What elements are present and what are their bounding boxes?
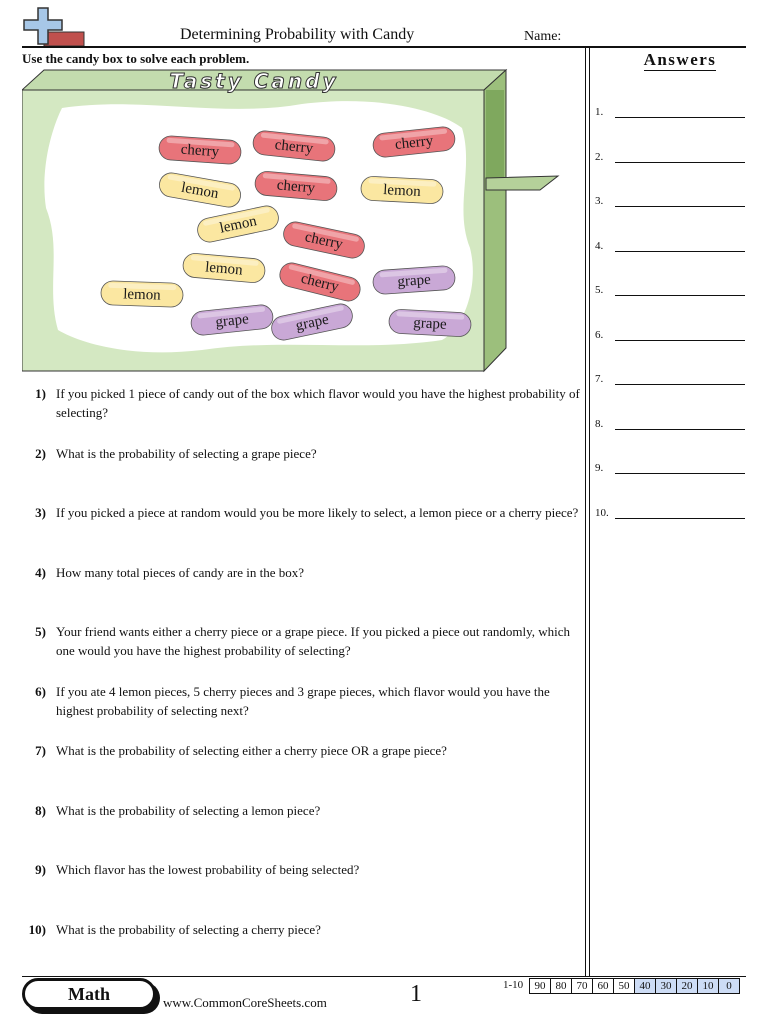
answer-number: 4. bbox=[595, 239, 604, 252]
answer-line-9[interactable] bbox=[595, 454, 745, 474]
question-7 bbox=[20, 741, 582, 760]
candy-label: cherry bbox=[394, 133, 434, 153]
question-number: 5) bbox=[35, 624, 46, 639]
website-link[interactable]: www.CommonCoreSheets.com bbox=[163, 995, 327, 1010]
score-boxes bbox=[530, 978, 740, 994]
candy-label: cherry bbox=[303, 229, 345, 253]
score-cell: 60 bbox=[592, 978, 614, 994]
answer-line-2[interactable] bbox=[595, 143, 745, 163]
answer-blank[interactable] bbox=[615, 117, 745, 118]
answer-blank[interactable] bbox=[615, 340, 745, 341]
column-divider bbox=[585, 48, 586, 976]
candy-label: lemon bbox=[382, 182, 422, 200]
candy-piece-grape bbox=[388, 309, 471, 337]
candy-box-title: Tasty Candy bbox=[169, 69, 339, 93]
question-text: What is the probability of selecting a lemon piece? bbox=[56, 802, 321, 818]
answer-line-4[interactable] bbox=[595, 232, 745, 252]
candy-label: grape bbox=[214, 311, 250, 331]
score-cell: 50 bbox=[613, 978, 635, 994]
candy-box-illustration bbox=[22, 68, 562, 373]
question-text: What is the probability of selecting either a cherry piece OR a grape piece? bbox=[56, 743, 447, 758]
question-number: 6) bbox=[35, 683, 46, 699]
answer-blank[interactable] bbox=[615, 206, 745, 207]
score-cell: 80 bbox=[550, 978, 572, 994]
score-cell: 0 bbox=[718, 978, 740, 994]
score-cell: 40 bbox=[634, 978, 656, 994]
candy-label: grape bbox=[294, 311, 331, 335]
question-number: 10) bbox=[28, 921, 46, 937]
page-number: 1 bbox=[410, 981, 422, 1007]
header-divider bbox=[22, 46, 746, 48]
answer-line-5[interactable] bbox=[595, 276, 745, 296]
answer-line-6[interactable] bbox=[595, 321, 745, 341]
candy-label: lemon bbox=[218, 213, 259, 237]
name-label: Name: bbox=[524, 29, 562, 44]
answer-number: 9. bbox=[595, 462, 604, 474]
answer-line-1[interactable] bbox=[595, 98, 745, 118]
score-cell: 10 bbox=[697, 978, 719, 994]
score-range-label: 1-10 bbox=[503, 979, 524, 991]
question-3 bbox=[20, 503, 582, 522]
answer-number: 6. bbox=[595, 328, 604, 341]
question-number: 2) bbox=[35, 445, 46, 461]
candy-label: cherry bbox=[299, 270, 341, 296]
question-9 bbox=[20, 860, 582, 879]
question-text: What is the probability of selecting a grape piece? bbox=[56, 445, 317, 461]
column-divider-inner bbox=[589, 48, 590, 976]
question-10 bbox=[20, 920, 582, 939]
question-text: What is the probability of selecting a cherry piece? bbox=[56, 921, 321, 937]
question-4 bbox=[20, 563, 582, 582]
answer-number: 5. bbox=[595, 284, 604, 296]
score-cell: 90 bbox=[529, 978, 551, 994]
candy-label: cherry bbox=[276, 177, 316, 197]
question-text: If you ate 4 lemon pieces, 5 cherry pieces and 3 grape pieces, which flavor would you have the highest probability of selecting next? bbox=[56, 683, 550, 718]
answer-number: 1. bbox=[595, 106, 604, 118]
answer-blank[interactable] bbox=[615, 251, 745, 252]
score-cell: 20 bbox=[676, 978, 698, 994]
answer-blank[interactable] bbox=[615, 429, 745, 430]
question-number: 7) bbox=[35, 743, 46, 758]
subject-badge: Math bbox=[22, 978, 156, 1010]
candy-label: grape bbox=[412, 315, 447, 333]
question-2 bbox=[20, 444, 582, 463]
question-number: 9) bbox=[35, 862, 46, 877]
candy-piece-lemon bbox=[101, 281, 184, 308]
question-text: Which flavor has the lowest probability of being selected? bbox=[56, 862, 360, 877]
question-8 bbox=[20, 801, 582, 820]
footer-divider bbox=[22, 976, 746, 977]
answer-blank[interactable] bbox=[615, 518, 745, 519]
candy-label: lemon bbox=[122, 286, 161, 304]
question-5 bbox=[20, 622, 582, 660]
candy-label: grape bbox=[396, 271, 432, 291]
question-text: How many total pieces of candy are in the box? bbox=[56, 564, 304, 580]
answer-blank[interactable] bbox=[615, 473, 745, 474]
score-cell: 70 bbox=[571, 978, 593, 994]
question-6 bbox=[20, 682, 582, 720]
candy-label: cherry bbox=[180, 141, 220, 161]
answer-number: 3. bbox=[595, 195, 604, 207]
question-number: 3) bbox=[35, 505, 46, 520]
plus-minus-logo-icon bbox=[22, 6, 86, 48]
answer-number: 2. bbox=[595, 150, 604, 163]
candy-piece-grape bbox=[372, 265, 455, 295]
answer-number: 7. bbox=[595, 373, 604, 385]
question-text: If you picked 1 piece of candy out of the box which flavor would you have the highest probability of selecting? bbox=[56, 386, 580, 420]
candy-label: cherry bbox=[274, 137, 314, 157]
answer-line-7[interactable] bbox=[595, 365, 745, 385]
question-number: 8) bbox=[35, 802, 46, 818]
page-title: Determining Probability with Candy bbox=[180, 26, 415, 43]
answer-line-8[interactable] bbox=[595, 410, 745, 430]
answers-title: Answers bbox=[643, 50, 717, 69]
answer-line-3[interactable] bbox=[595, 187, 745, 207]
question-number: 1) bbox=[35, 386, 46, 401]
candy-label: lemon bbox=[179, 179, 220, 203]
candy-piece-cherry bbox=[158, 135, 241, 165]
answer-blank[interactable] bbox=[615, 295, 745, 296]
instructions: Use the candy box to solve each problem. bbox=[22, 51, 250, 66]
candy-label: lemon bbox=[204, 259, 244, 279]
candy-piece-lemon bbox=[360, 176, 443, 204]
question-text: Your friend wants either a cherry piece or a grape piece. If you picked a piece out randomly, which one would you have the highest probability of selecting? bbox=[56, 624, 571, 658]
answer-line-10[interactable] bbox=[595, 499, 745, 519]
answer-blank[interactable] bbox=[615, 162, 745, 163]
score-cell: 30 bbox=[655, 978, 677, 994]
answer-blank[interactable] bbox=[615, 384, 745, 385]
question-number: 4) bbox=[35, 564, 46, 580]
answer-number: 10. bbox=[595, 506, 609, 519]
question-text: If you picked a piece at random would you be more likely to select, a lemon piece or a cherry piece? bbox=[56, 505, 579, 520]
question-1 bbox=[20, 384, 582, 422]
answer-number: 8. bbox=[595, 417, 604, 430]
